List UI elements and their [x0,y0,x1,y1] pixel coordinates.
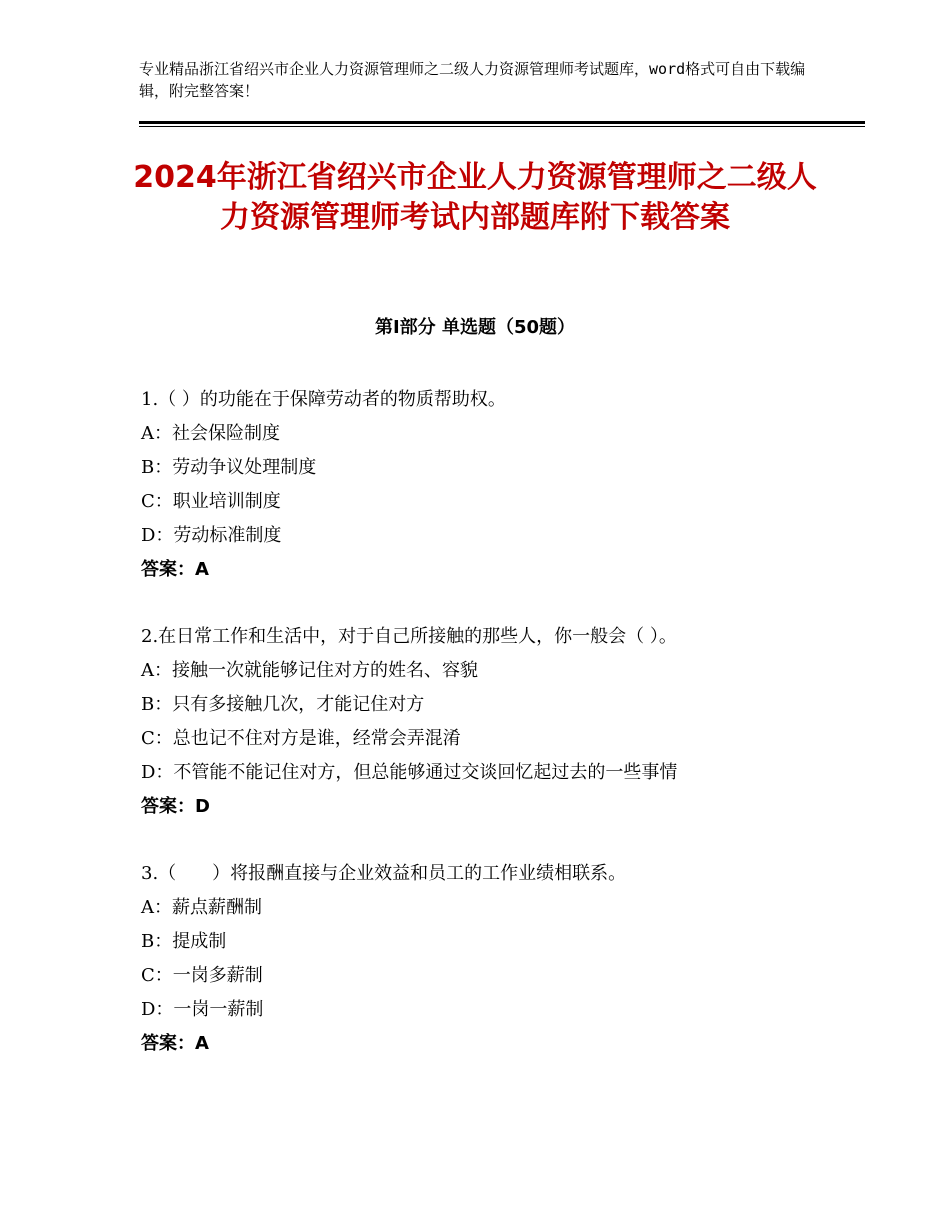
header-rule-thin [139,126,865,127]
option-c: C：总也记不住对方是谁，经常会弄混淆 [141,728,461,749]
question-stem: 2.在日常工作和生活中，对于自己所接触的那些人，你一般会（ ）。 [141,626,677,647]
question-list [141,383,821,1094]
answer: 答案：D [141,796,210,817]
question-3 [141,857,821,1061]
option-d: D：劳动标准制度 [141,525,282,546]
option-c: C：一岗多薪制 [141,965,263,986]
option-d: D：一岗一薪制 [141,999,264,1020]
question-stem: 1.（ ）的功能在于保障劳动者的物质帮助权。 [141,389,506,410]
option-a: A：薪点薪酬制 [141,897,262,918]
answer: 答案：A [141,559,209,580]
header-rule-thick [139,121,865,124]
question-2 [141,620,821,824]
option-a: A：社会保险制度 [141,423,280,444]
document-title: 2024年浙江省绍兴市企业人力资源管理师之二级人力资源管理师考试内部题库附下载答案 [133,160,817,235]
answer: 答案：A [141,1033,209,1054]
option-c: C：职业培训制度 [141,491,281,512]
option-d: D：不管能不能记住对方，但总能够通过交谈回忆起过去的一些事情 [141,762,678,783]
option-a: A：接触一次就能够记住对方的姓名、容貌 [141,660,478,681]
option-b: B：劳动争议处理制度 [141,457,317,478]
header-note: 专业精品浙江省绍兴市企业人力资源管理师之二级人力资源管理师考试题库，word格式可自由下载编辑，附完整答案！ [139,60,806,100]
option-b: B：提成制 [141,931,227,952]
section-heading: 第Ⅰ部分 单选题（50题） [374,317,575,338]
question-stem: 3.（ ）将报酬直接与企业效益和员工的工作业绩相联系。 [141,863,627,884]
option-b: B：只有多接触几次，才能记住对方 [141,694,425,715]
question-1 [141,383,821,587]
